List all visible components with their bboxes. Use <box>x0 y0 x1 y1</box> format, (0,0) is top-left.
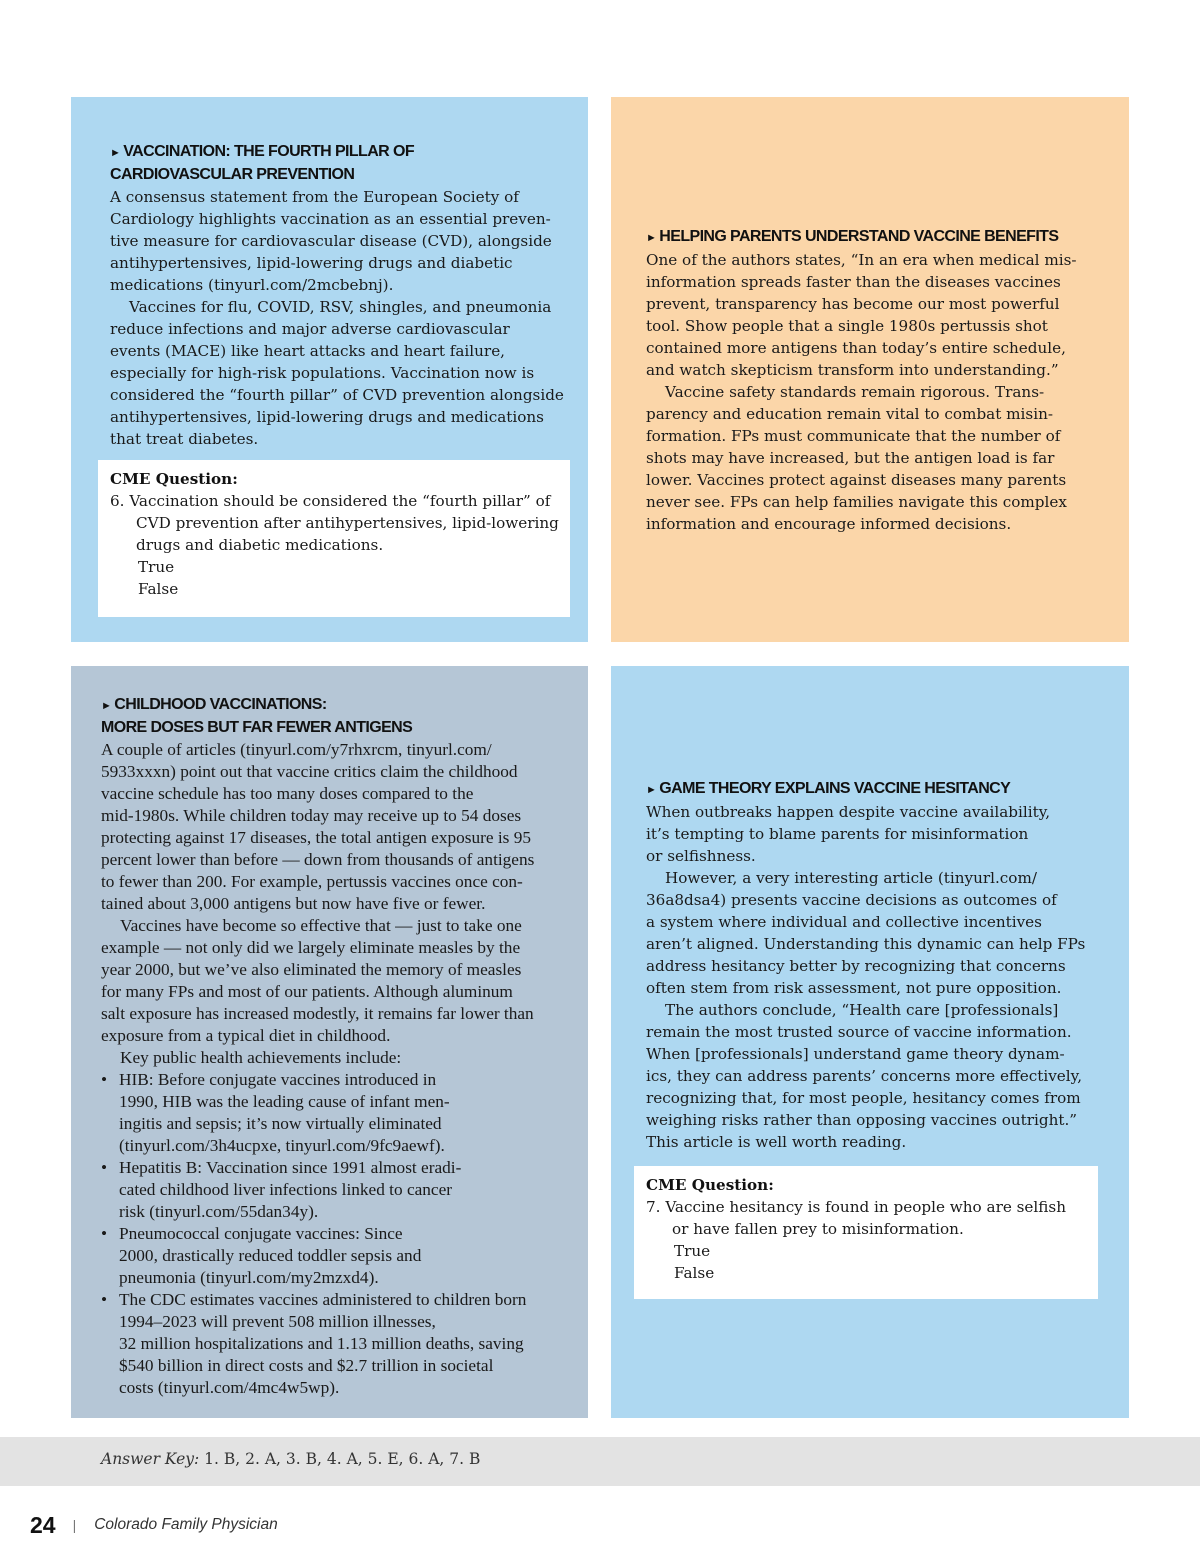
answer-key-bar <box>0 1437 1200 1486</box>
text-line: antihypertensives, lipid-lowering drugs and medications <box>110 408 544 426</box>
text-line: information and encourage informed decisions. <box>646 515 1012 533</box>
list-item <box>101 1157 581 1223</box>
text-line: that treat diabetes. <box>110 430 259 448</box>
cme-question-title: CME Question: <box>110 470 238 488</box>
text-line: (tinyurl.com/3h4ucpxe, tinyurl.com/9fc9aewf). <box>119 1136 445 1155</box>
paragraph <box>110 296 570 450</box>
text-line: Key public health achievements include: <box>120 1048 402 1067</box>
text-line: vaccine schedule has too many doses compared to the <box>101 784 474 803</box>
answer-key-label: Answer Key: <box>101 1450 200 1468</box>
arrow-icon: ► <box>646 784 657 796</box>
text-line: risk (tinyurl.com/55dan34y). <box>119 1202 319 1221</box>
text-line: 1994–2023 will prevent 508 million illnesses, <box>119 1312 436 1331</box>
list-item <box>101 1289 581 1399</box>
text-line: or selfishness. <box>646 847 756 865</box>
text-line: tained about 3,000 antigens but now have five or fewer. <box>101 894 486 913</box>
text-line: parency and education remain vital to combat misin- <box>646 405 1053 423</box>
page-footer <box>30 1510 278 1540</box>
cme-option-false[interactable]: False <box>138 580 179 598</box>
text-line: address hesitancy better by recognizing that concerns <box>646 957 1066 975</box>
cme-option-false[interactable]: False <box>674 1264 715 1282</box>
text-line: exposure from a typical diet in childhood. <box>101 1026 391 1045</box>
publication-name: Colorado Family Physician <box>94 1516 278 1533</box>
paragraph <box>646 381 1116 535</box>
arrow-icon: ► <box>101 700 112 712</box>
section-heading: ► VACCINATION: THE FOURTH PILLAR OF CARDIOVASCULAR PREVENTION <box>110 143 414 183</box>
text-line: formation. FPs must communicate that the number of <box>646 427 1061 445</box>
text-line: The authors conclude, “Health care [professionals] <box>665 1001 1059 1019</box>
text-line: 1990, HIB was the leading cause of infant men- <box>119 1092 450 1111</box>
text-line: A consensus statement from the European Society of <box>110 188 519 206</box>
text-line: pneumonia (tinyurl.com/my2mzxd4). <box>119 1268 379 1287</box>
text-line: mid-1980s. While children today may receive up to 54 doses <box>101 806 522 825</box>
text-line: This article is well worth reading. <box>646 1133 907 1151</box>
text-line: a system where individual and collective incentives <box>646 913 1042 931</box>
text-line: and watch skepticism transform into understanding.” <box>646 361 1059 379</box>
text-line: Vaccine safety standards remain rigorous. Trans- <box>665 383 1045 401</box>
text-line: 36a8dsa4) presents vaccine decisions as outcomes of <box>646 891 1057 909</box>
text-line: antihypertensives, lipid-lowering drugs and diabetic <box>110 254 513 272</box>
text-line: $540 billion in direct costs and $2.7 trillion in societal <box>119 1356 494 1375</box>
text-line: Hepatitis B: Vaccination since 1991 almost eradi- <box>119 1158 462 1177</box>
section-vaccination-fourth-pillar <box>71 97 588 642</box>
cme-question-box <box>634 1166 1098 1299</box>
section-game-theory <box>611 666 1129 1418</box>
text-line: events (MACE) like heart attacks and heart failure, <box>110 342 506 360</box>
text-line: ingitis and sepsis; it’s now virtually eliminated <box>119 1114 442 1133</box>
text-line: tool. Show people that a single 1980s pertussis shot <box>646 317 1048 335</box>
text-line: 6. Vaccination should be considered the “fourth pillar” of <box>110 492 551 510</box>
text-line: aren’t aligned. Understanding this dynamic can help FPs <box>646 935 1086 953</box>
list-item <box>101 1223 581 1289</box>
text-line: Vaccines have become so effective that — just to take one <box>120 916 522 935</box>
text-line: 7. Vaccine hesitancy is found in people who are selfish <box>646 1198 1066 1216</box>
arrow-icon: ► <box>110 147 121 159</box>
text-line: protecting against 17 diseases, the total antigen exposure is 95 <box>101 828 532 847</box>
paragraph <box>646 867 1116 999</box>
text-line: year 2000, but we’ve also eliminated the memory of measles <box>101 960 522 979</box>
section-childhood-vaccinations <box>71 666 588 1418</box>
text-line: prevent, transparency has become our most powerful <box>646 295 1060 313</box>
text-line: Cardiology highlights vaccination as an essential preven- <box>110 210 551 228</box>
section-heading: ► GAME THEORY EXPLAINS VACCINE HESITANCY <box>646 780 1011 797</box>
footer-separator: | <box>72 1517 77 1533</box>
text-line: lower. Vaccines protect against diseases many parents <box>646 471 1067 489</box>
answer-key-values: 1. B, 2. A, 3. B, 4. A, 5. E, 6. A, 7. B <box>204 1450 481 1468</box>
text-line: 5933xxxn) point out that vaccine critics claim the childhood <box>101 762 518 781</box>
text-line: However, a very interesting article (tinyurl.com/ <box>665 869 1037 887</box>
section-heading: ► HELPING PARENTS UNDERSTAND VACCINE BENEFITS <box>646 228 1059 245</box>
text-line: often stem from risk assessment, not pure opposition. <box>646 979 1062 997</box>
cme-question-text <box>646 1196 1086 1240</box>
paragraph <box>646 801 1116 867</box>
cme-option-true[interactable]: True <box>138 558 175 576</box>
text-line: salt exposure has increased modestly, it remains far lower than <box>101 1004 534 1023</box>
section-helping-parents <box>611 97 1129 642</box>
text-line: contained more antigens than today’s entire schedule, <box>646 339 1066 357</box>
paragraph <box>110 186 570 296</box>
text-line: 2000, drastically reduced toddler sepsis and <box>119 1246 422 1265</box>
text-line: or have fallen prey to misinformation. <box>672 1220 964 1238</box>
text-line: recognizing that, for most people, hesitancy comes from <box>646 1089 1081 1107</box>
text-line: example — not only did we largely eliminate measles by the <box>101 938 521 957</box>
section-heading: ► CHILDHOOD VACCINATIONS: MORE DOSES BUT FAR FEWER ANTIGENS <box>101 696 413 736</box>
cme-question-text <box>110 490 558 556</box>
text-line: information spreads faster than the diseases vaccines <box>646 273 1061 291</box>
cme-question-title: CME Question: <box>646 1176 774 1194</box>
text-line: never see. FPs can help families navigate this complex <box>646 493 1067 511</box>
paragraph <box>101 739 581 915</box>
text-line: HIB: Before conjugate vaccines introduced in <box>119 1070 437 1089</box>
text-line: to fewer than 200. For example, pertussis vaccines once con- <box>101 872 523 891</box>
paragraph <box>646 249 1116 381</box>
page-number: 24 <box>30 1511 56 1538</box>
list-item <box>101 1069 581 1157</box>
text-line: The CDC estimates vaccines administered to children born <box>119 1290 527 1309</box>
text-line: reduce infections and major adverse cardiovascular <box>110 320 510 338</box>
text-line: drugs and diabetic medications. <box>136 536 384 554</box>
text-line: medications (tinyurl.com/2mcbebnj). <box>110 276 394 294</box>
cme-question-box <box>98 460 570 617</box>
achievements-list <box>101 1069 581 1399</box>
text-line: remain the most trusted source of vaccine information. <box>646 1023 1072 1041</box>
text-line: costs (tinyurl.com/4mc4w5wp). <box>119 1378 340 1397</box>
answer-key <box>101 1450 480 1468</box>
text-line: considered the “fourth pillar” of CVD prevention alongside <box>110 386 564 404</box>
paragraph <box>646 999 1116 1153</box>
text-line: for many FPs and most of our patients. Although aluminum <box>101 982 513 1001</box>
text-line: especially for high-risk populations. Vaccination now is <box>110 364 535 382</box>
text-line: When [professionals] understand game theory dynam- <box>646 1045 1065 1063</box>
paragraph <box>101 915 581 1047</box>
text-line: weighing risks rather than opposing vaccines outright.” <box>646 1111 1078 1129</box>
text-line: shots may have increased, but the antigen load is far <box>646 449 1055 467</box>
text-line: Pneumococcal conjugate vaccines: Since <box>119 1224 403 1243</box>
arrow-icon: ► <box>646 232 657 244</box>
text-line: A couple of articles (tinyurl.com/y7rhxrcm, tinyurl.com/ <box>101 740 492 759</box>
text-line: 32 million hospitalizations and 1.13 million deaths, saving <box>119 1334 524 1353</box>
text-line: CVD prevention after antihypertensives, lipid-lowering <box>136 514 559 532</box>
text-line: When outbreaks happen despite vaccine availability, <box>646 803 1051 821</box>
text-line: it’s tempting to blame parents for misinformation <box>646 825 1029 843</box>
text-line: ics, they can address parents’ concerns more effectively, <box>646 1067 1083 1085</box>
paragraph <box>101 1047 581 1069</box>
cme-option-true[interactable]: True <box>674 1242 711 1260</box>
text-line: percent lower than before — down from thousands of antigens <box>101 850 535 869</box>
text-line: Vaccines for flu, COVID, RSV, shingles, and pneumonia <box>129 298 552 316</box>
text-line: cated childhood liver infections linked to cancer <box>119 1180 453 1199</box>
text-line: tive measure for cardiovascular disease (CVD), alongside <box>110 232 552 250</box>
text-line: One of the authors states, “In an era when medical mis- <box>646 251 1077 269</box>
